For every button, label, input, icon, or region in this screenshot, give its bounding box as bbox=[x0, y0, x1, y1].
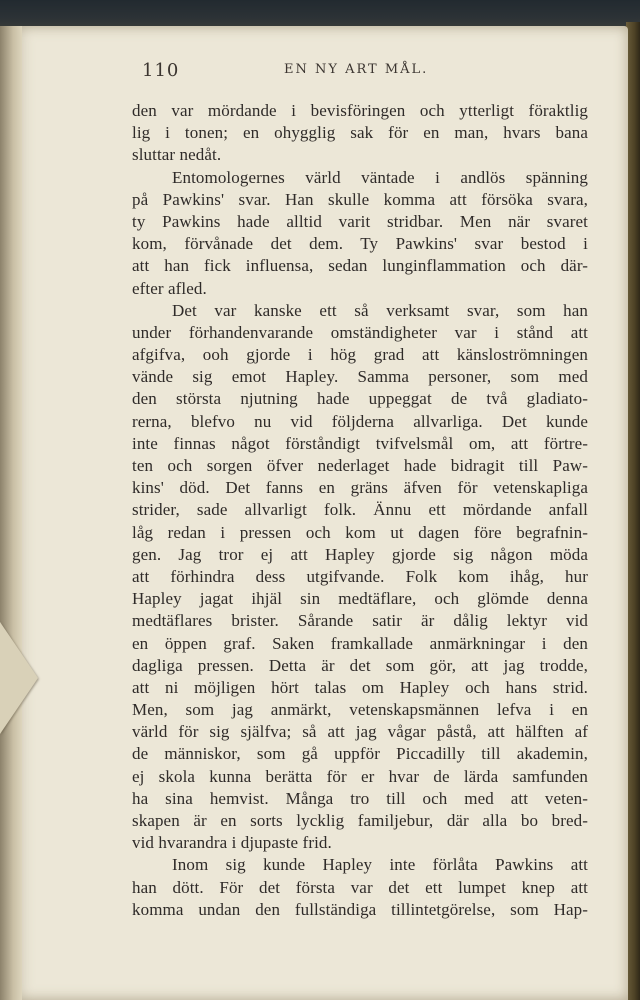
text-line: sluttar nedåt. bbox=[132, 145, 222, 165]
page-number: 110 bbox=[142, 60, 180, 81]
text-line: Men, som jag anmärkt, vetenskapsmännen lefva i en bbox=[132, 700, 588, 720]
page-corner-tab bbox=[0, 622, 38, 734]
text-line: skapen är en sorts lycklig familjebur, där alla bo bred- bbox=[132, 811, 588, 830]
text-line: ej skola kunna berätta för er hvar de lärda samfunden bbox=[132, 766, 588, 786]
text-line: att han fick influensa, sedan lunginflammation och där- bbox=[132, 256, 588, 276]
text-line: han dött. För det första var det ett lumpet knep att bbox=[132, 877, 588, 897]
text-line: rerna, blefvo nu vid följderna allvarliga. Det kunde bbox=[132, 411, 588, 431]
text-line: de människor, som gå uppför Piccadilly till akademin, bbox=[132, 744, 588, 764]
text-line: Det var kanske ett så verksamt svar, som han bbox=[172, 300, 588, 320]
text-line: på Pawkins' svar. Han skulle komma att försöka svara, bbox=[132, 189, 588, 209]
running-title: EN NY ART MÅL. bbox=[284, 62, 429, 77]
text-line: gen. Jag tror ej att Hapley gjorde sig någon möda bbox=[132, 544, 588, 564]
text-line: efter afled. bbox=[132, 278, 207, 298]
text-line: Entomologernes värld väntade i andlös spänning bbox=[172, 167, 588, 187]
text-line: strider, sade allvarligt folk. Ännu ett mördande anfall bbox=[132, 500, 588, 520]
text-line: vände sig emot Hapley. Samma personer, som med bbox=[132, 367, 588, 387]
text-line: lig i tonen; en ohygglig sak för en man, hvars bana bbox=[132, 123, 588, 143]
text-line: dagliga pressen. Detta är det som gör, att jag trodde, bbox=[132, 655, 588, 675]
body-text bbox=[132, 100, 588, 921]
text-line: komma undan den fullständiga tillintetgörelse, som Hap- bbox=[132, 899, 588, 919]
text-line: ha sina hemvist. Många tro till och med att veten- bbox=[132, 788, 588, 808]
text-line: att förhindra dess utgifvande. Folk kom ihåg, hur bbox=[132, 566, 588, 586]
text-line: en öppen graf. Saken framkallade anmärkningar i den bbox=[132, 633, 588, 653]
text-line: den största njutning hade uppeggat de två gladiato- bbox=[132, 389, 588, 409]
text-line: inte finnas något förståndigt tvifvelsmål om, att förtre- bbox=[132, 433, 588, 453]
text-line: värld för sig själfva; så att jag vågar påstå, att hälften af bbox=[132, 722, 588, 742]
text-line: vid hvarandra i djupaste frid. bbox=[132, 833, 332, 853]
text-line: kom, förvånade det dem. Ty Pawkins' svar bestod i bbox=[132, 234, 588, 254]
text-line: Hapley jagat ihjäl sin medtäflare, och glömde denna bbox=[132, 589, 588, 609]
text-line: under förhandenvarande omständigheter var i stånd att bbox=[132, 322, 588, 342]
text-line: kins' död. Det fanns en gräns äfven för vetenskapliga bbox=[132, 478, 588, 498]
text-line: ty Pawkins hade alltid varit stridbar. Men när svaret bbox=[132, 211, 588, 231]
book-spine bbox=[0, 26, 22, 1000]
text-line: afgifva, ooh gjorde i hög grad att känsloströmningen bbox=[132, 345, 588, 365]
text-line: ten och sorgen öfver nederlaget hade bidragit till Paw- bbox=[132, 456, 588, 475]
page-header bbox=[130, 60, 590, 82]
book-right-edge bbox=[626, 22, 640, 1000]
text-line: medtäflares brister. Sårande satir är dålig lektyr vid bbox=[132, 611, 588, 631]
text-line: låg redan i pressen och kom ut dagen före begrafnin- bbox=[132, 522, 588, 542]
text-line: att ni möjligen hört talas om Hapley och hans strid. bbox=[132, 677, 588, 697]
text-line: den var mördande i bevisföringen och ytterligt föraktlig bbox=[132, 101, 588, 120]
text-line: Inom sig kunde Hapley inte förlåta Pawkins att bbox=[172, 855, 588, 875]
